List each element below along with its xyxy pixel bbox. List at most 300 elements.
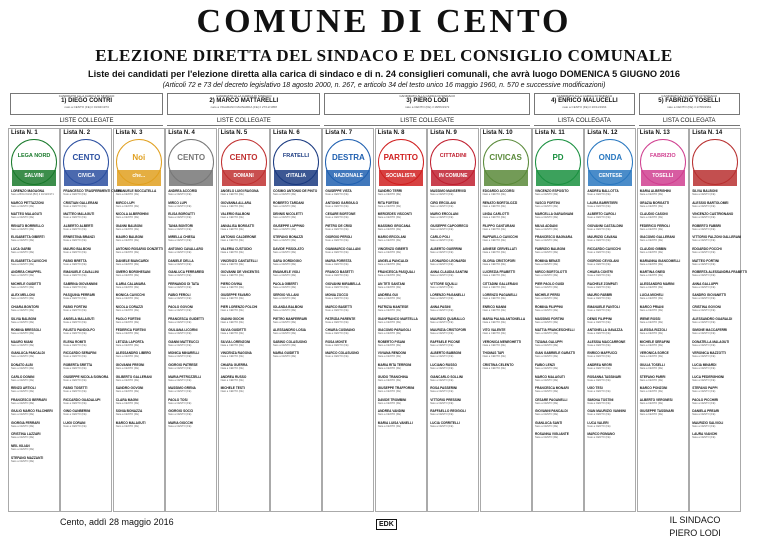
candidate-name: GIANLUCA SANTI <box>535 420 563 425</box>
candidate-name: CIRO ERCOLANI <box>430 200 456 205</box>
candidate-entry <box>11 259 57 271</box>
candidate-birth: Nata a CENTO (FE) <box>430 274 454 278</box>
candidate-name: VERONICA SORCE <box>639 351 669 356</box>
candidate-name: VITO VALENTE <box>482 328 506 333</box>
candidate-name: RICCARDO SERAFINI <box>63 351 97 356</box>
candidate-entry <box>640 340 686 352</box>
candidate-birth: Nato a CENTO (FE) <box>325 285 349 289</box>
candidate-entry <box>11 189 57 201</box>
candidate-birth: Nato a CENTO (FE) <box>692 401 716 405</box>
candidate-entry <box>116 317 162 329</box>
candidate-entry <box>168 421 214 433</box>
candidate-name: SILVIA BALBONI <box>692 189 718 193</box>
list-symbol <box>430 139 476 185</box>
candidate-entry <box>535 212 581 224</box>
candidate-birth: Nato a CENTO (FE) <box>587 320 611 324</box>
candidate-entry <box>587 398 633 410</box>
candidate-name: FRANCESCO BAGNARA <box>535 235 573 240</box>
candidate-name: GIUSEPPE TASSINARI <box>639 409 674 414</box>
candidate-birth: Nato a CENTO (FE) <box>482 227 506 231</box>
candidate-entry <box>273 201 319 213</box>
candidate-name: MARCELLA GARAGNANI <box>535 212 574 217</box>
candidate-name: SANDRO TERRI <box>377 189 403 193</box>
candidate-name: MAURO BALBONI <box>63 246 91 251</box>
candidate-name: VITTORIO PRESSINI <box>430 397 461 402</box>
candidate-list <box>114 189 164 432</box>
candidate-name: ANTONIO CALDERONE <box>220 235 257 240</box>
candidate-birth: Nato a CENTO (FE) <box>377 413 401 417</box>
candidate-birth: Nato a CENTO (FE) <box>63 262 87 266</box>
candidate-entry <box>587 224 633 236</box>
candidate-entry <box>430 270 476 282</box>
candidate-name: LUCA VALERI <box>587 420 609 425</box>
candidate-entry <box>168 212 214 224</box>
candidate-birth: Nata a CENTO (FE) <box>535 262 559 266</box>
candidate-entry <box>116 189 162 201</box>
candidate-name: IRENE ROSSI <box>639 316 661 321</box>
candidate-birth: Nata a CENTO (FE) <box>535 308 559 312</box>
candidate-entry <box>692 293 738 305</box>
list-column <box>689 128 748 512</box>
candidate-birth: Nata a CENTO (FE) <box>377 308 401 312</box>
candidate-birth: Nato a CENTO (FE) <box>63 378 87 382</box>
candidate-name: PATRIZIA MANTESE <box>377 304 409 309</box>
candidate-entry <box>535 409 581 421</box>
candidate-name: FRANCESCO BERRARI <box>11 397 47 402</box>
candidate-birth: Nato a CENTO (FE) <box>482 355 506 359</box>
candidate-birth: Nata a CENTO (FE) <box>168 424 192 428</box>
candidate-entry <box>483 351 529 363</box>
candidate-birth: Nato a CENTO (FE) <box>639 401 663 405</box>
candidate-entry <box>587 247 633 259</box>
candidate-name: ANDREA BALLOTTA <box>587 189 619 193</box>
candidate-name: GIUSEPPE TRAFFORINI <box>377 386 415 391</box>
candidate-entry <box>640 212 686 224</box>
candidate-birth: Nato a CENTO (FE) <box>168 193 192 196</box>
candidate-entry <box>640 189 686 201</box>
candidate-birth: Nata a CENTO (FE) <box>482 262 506 266</box>
candidate-birth: Nata a CENTO (FE) <box>692 285 716 289</box>
candidate-entry <box>63 398 109 410</box>
candidate-entry <box>11 398 57 410</box>
mayor-candidate-box <box>10 93 163 115</box>
candidate-birth: Nata a CENTO (FE) <box>377 204 401 208</box>
candidate-name: MICHELE GUIDETTI <box>11 281 42 286</box>
candidate-name: MAURIZIO QUARALLO <box>430 316 465 321</box>
candidate-birth: Nata a CENTO (FE) <box>692 308 716 312</box>
candidate-entry <box>535 398 581 410</box>
candidate-birth: Nato a CENTO (FE) <box>430 413 454 417</box>
candidate-entry <box>221 328 267 340</box>
candidate-entry <box>168 235 214 247</box>
candidate-name: MAURO MIANI <box>11 339 33 344</box>
candidate-birth: Nato a CENTO (FE) <box>220 297 244 301</box>
candidate-name: GIULIANA LICORNI <box>168 328 198 333</box>
candidate-birth: Nata a CENTO (FE) <box>377 424 401 428</box>
mayor-candidate-box <box>639 93 740 115</box>
candidate-entry <box>273 305 319 317</box>
candidate-name: FRANCO BASETTI <box>325 270 354 275</box>
candidate-entry <box>587 235 633 247</box>
candidate-birth: Nata a CENTO (FE) <box>692 355 716 359</box>
candidate-name: MARCO MALAGUTI <box>535 374 565 379</box>
candidate-name: ILARIA CALAMARA <box>115 281 146 286</box>
candidate-entry <box>430 305 476 317</box>
candidate-name: GUIDO TRANCHINA <box>377 374 409 379</box>
candidate-entry <box>640 386 686 398</box>
candidate-birth: Nato a CENTO (FE) <box>639 227 663 231</box>
candidate-birth: Nato a CENTO (FE) <box>63 413 87 417</box>
candidate-birth: Nato a CENTO (FE) <box>430 343 454 347</box>
candidate-name: DANIELE DELLA <box>168 258 194 263</box>
candidate-name: NEIL KILIAN <box>11 444 30 449</box>
candidate-entry <box>640 270 686 282</box>
candidate-name: EMANUELE CAVALLINI <box>63 270 99 275</box>
candidate-birth: Nato a CENTO (FE) <box>115 355 139 359</box>
candidate-name: SIMONA TOSTINI <box>587 397 614 402</box>
candidate-birth: Nato a CENTO (FE) <box>430 355 454 359</box>
candidate-name: MARIANNA GIANCOMELLI <box>639 258 681 263</box>
list-column <box>8 128 60 512</box>
list-title: Lista N. 3 <box>115 130 143 136</box>
candidate-entry <box>430 363 476 375</box>
candidate-entry <box>116 375 162 387</box>
candidate-birth: Nato a CENTO (FE) <box>482 285 506 289</box>
candidate-birth: Nata a CENTO (FE) <box>168 320 192 324</box>
candidate-name: ANDREA VANDINI <box>377 409 406 414</box>
candidate-entry <box>11 282 57 294</box>
candidate-birth: Nato a CENTO (FE) <box>587 250 611 254</box>
candidate-name: ROSA MONTE <box>325 339 347 344</box>
candidate-entry <box>692 247 738 259</box>
candidate-birth: Nata a CENTO (FE) <box>430 424 454 428</box>
candidate-birth: Nata a CENTO (FE) <box>482 366 506 370</box>
list-title: Lista N. 14 <box>692 130 723 136</box>
candidate-name: PIETRO MANFERRARI <box>273 316 308 321</box>
candidate-name: MARIO ERCOLANI <box>430 212 459 217</box>
candidate-birth: Nato a CENTO (FE) <box>587 227 611 231</box>
candidate-name: ROMINA BRESSOLI <box>11 328 41 333</box>
candidate-name: ALEX MELLONI <box>11 293 35 298</box>
candidate-birth: Nato a CENTO (FE) <box>325 308 349 312</box>
candidate-name: GIOVANNA ALLARA <box>220 200 252 205</box>
candidate-name: VINCENZA RAGONA <box>220 351 252 356</box>
candidate-birth: Nato a CENTO (FE) <box>325 355 349 359</box>
candidate-name: ROBERTO FABBRI <box>692 223 721 228</box>
candidate-entry <box>535 247 581 259</box>
candidate-entry <box>63 409 109 421</box>
candidate-entry <box>116 247 162 259</box>
candidate-birth: Nato a CENTO (FE) <box>115 193 139 196</box>
candidate-birth: Nato a CENTO (FE) <box>587 308 611 312</box>
candidate-name: ANDREA ACCORSI <box>168 189 198 193</box>
candidate-birth: Nata a CENTO (FE) <box>115 413 139 417</box>
candidate-birth: Nato a CENTO (FE) <box>115 216 139 220</box>
candidate-birth: Nata a CENTO (FE) <box>63 343 87 347</box>
candidate-entry <box>325 282 371 294</box>
candidate-entry <box>11 270 57 282</box>
candidate-name: MARIA ALBERGHINI <box>639 189 671 193</box>
candidate-entry <box>325 293 371 305</box>
candidate-name: RICCARDO CAVICCHI <box>587 246 621 251</box>
candidate-list <box>219 189 269 398</box>
candidate-entry <box>63 375 109 387</box>
candidate-entry <box>11 201 57 213</box>
candidate-name: ALBERTO VERONESI <box>639 397 673 402</box>
candidate-birth: Nato a CENTO (FE) <box>11 216 35 220</box>
candidate-name: MATTEO MALAGUTI <box>63 212 95 217</box>
candidate-birth: Nata a CENTO (FE) <box>168 378 192 382</box>
candidate-entry <box>325 351 371 363</box>
candidate-entry <box>483 317 529 329</box>
candidate-name: GIOVANNI MIRABELLA <box>325 281 361 286</box>
list-title: Lista N. 6 <box>273 130 300 136</box>
candidate-birth: Nato a CENTO (FE) <box>377 297 401 301</box>
candidate-entry <box>483 293 529 305</box>
candidate-entry <box>325 328 371 340</box>
candidate-name: CITTADINI GALLERANI <box>482 281 518 286</box>
candidate-name: AGNESE CERVELLATI <box>482 246 517 251</box>
candidate-name: EMANUELE BOCCATELLA <box>115 189 157 193</box>
candidate-entry <box>11 363 57 375</box>
candidate-name: LUCIA MICHELI <box>639 293 664 298</box>
candidate-name: PIER LORENZO FOLCHI <box>220 304 258 309</box>
candidate-name: CLAUDIO GIBBIN <box>639 246 667 251</box>
candidate-birth: Nata a CENTO (FE) <box>377 366 401 370</box>
candidate-entry <box>640 317 686 329</box>
candidate-name: STEFANO BONAZZI <box>273 235 304 240</box>
candidate-entry <box>273 247 319 259</box>
candidate-birth: Nato a CENTO (FE) <box>11 204 35 208</box>
candidate-entry <box>116 363 162 375</box>
candidate-birth: Nata a CENTO (FE) <box>325 332 349 336</box>
candidate-name: DONATO ALBI <box>11 362 33 367</box>
candidate-entry <box>587 351 633 363</box>
candidate-entry <box>640 201 686 213</box>
list-symbol-subtext: NAZIONALE <box>333 173 363 179</box>
candidate-birth: Nata a CENTO (FE) <box>220 366 244 370</box>
candidate-name: GIULIO MARCO FALCHIERI <box>11 409 53 414</box>
candidate-name: VERONICA MAZZOTTI <box>692 351 726 356</box>
candidate-birth: Nato a CENTO (FE) <box>115 424 139 428</box>
candidate-birth: Nato a CENTO (FE) <box>535 297 559 301</box>
candidate-name: ANTONIO GARGIULO <box>325 200 359 205</box>
candidate-entry <box>325 189 371 201</box>
candidate-entry <box>430 409 476 421</box>
candidate-entry <box>640 247 686 259</box>
candidate-birth: Nato a CENTO (FE) <box>63 424 87 428</box>
candidate-name: LUCA GARBI <box>11 246 31 251</box>
candidate-name: VALERIA CUSTODIO <box>220 246 252 251</box>
candidate-birth: Nato a CENTO (FE) <box>168 366 192 370</box>
candidate-name: MAURO FABBRI <box>587 293 613 298</box>
candidate-birth: Nata a CENTO (FE) <box>692 413 716 417</box>
candidate-birth: Nato a CENTO (FE) <box>535 250 559 254</box>
candidate-birth: Nata a CENTO (FE) <box>168 227 192 231</box>
list-symbol <box>168 139 214 185</box>
candidate-name: FRANCESCO TRASFERIMENTI CARPI <box>63 189 122 193</box>
candidate-entry <box>221 317 267 329</box>
candidate-birth: Nato a CENTO (FE) <box>535 320 559 324</box>
candidate-name: SABINO COLASUONO <box>273 339 308 344</box>
candidate-entry <box>168 317 214 329</box>
list-symbol <box>640 139 686 185</box>
mayor-candidate-box <box>167 93 320 115</box>
candidate-entry <box>640 363 686 375</box>
candidate-birth: Nata a CENTO (FE) <box>220 204 244 208</box>
candidate-entry <box>168 293 214 305</box>
candidate-name: GILBERTO GALLERANI <box>115 374 152 379</box>
candidate-entry <box>692 421 738 433</box>
mayor-name: 5) FABRIZIO TOSELLI <box>658 98 721 104</box>
candidate-name: DANIELE BIANCARDI <box>115 258 149 263</box>
candidate-birth: Nata a CENTO (FE) <box>11 436 35 440</box>
candidate-name: PAOLA GIBERTI <box>273 281 298 286</box>
candidate-entry <box>63 340 109 352</box>
candidate-entry <box>378 305 424 317</box>
candidate-birth: Nato a CENTO (FE) <box>11 355 35 359</box>
candidate-birth: Nato a CENTO (FE) <box>692 262 716 266</box>
candidate-entry <box>378 259 424 271</box>
candidate-entry <box>273 293 319 305</box>
candidate-list <box>61 189 122 432</box>
candidate-birth: Nata a CENTO (FE) <box>535 216 559 220</box>
candidate-birth: Nata a CENTO (FE) <box>168 239 192 243</box>
candidate-name: FABIO BRETTA <box>63 258 87 263</box>
candidate-name: FABRIZIO BALBONI <box>535 246 566 251</box>
list-symbol-subtext: SALVINI <box>24 173 44 179</box>
candidate-entry <box>221 375 267 387</box>
candidate-name: FABIO LENZI <box>535 362 555 367</box>
candidate-name: LAURA VIANCHI <box>692 432 718 437</box>
candidate-entry <box>325 235 371 247</box>
candidate-birth: Nato a CENTO (FE) <box>587 193 611 196</box>
candidate-entry <box>11 235 57 247</box>
candidate-birth: Nata a CENTO (FE) <box>273 285 297 289</box>
candidate-birth: Nato a CENTO (FE) <box>587 424 611 428</box>
candidate-birth: Nato a CENTO (FE) <box>692 320 716 324</box>
candidate-entry <box>692 432 738 444</box>
list-title: Lista N. 1 <box>11 130 38 136</box>
candidate-name: LUIGI CORANI <box>63 420 86 425</box>
candidate-entry <box>483 340 529 352</box>
candidate-entry <box>273 351 319 363</box>
candidate-entry <box>535 432 581 444</box>
candidate-name: MIRCO LUPI <box>168 200 187 205</box>
candidate-name: LETIZIA LAPORTA <box>115 339 144 344</box>
candidate-name: ANGELA PANCALDI <box>377 258 409 263</box>
candidate-name: CHIARA CONTRI <box>587 270 613 275</box>
candidate-name: GIOVANNI PANCALDI <box>535 409 568 414</box>
candidate-birth: Nato a CENTO (FE) <box>168 297 192 301</box>
candidate-name: MICHELE TESTI <box>220 386 245 391</box>
candidate-birth: Nato a CENTO (FE) <box>11 366 35 370</box>
candidate-name: RENATO BORTOLOZZI <box>482 200 518 205</box>
candidate-entry <box>430 328 476 340</box>
candidate-birth: Nato a CENTO (FE) <box>11 448 35 452</box>
mayor-name: 2) MARCO MATTARELLI <box>209 98 279 104</box>
candidate-birth: Nata a CENTO (FE) <box>430 390 454 394</box>
candidate-entry <box>483 201 529 213</box>
candidate-birth: Nato a CENTO (FE) <box>587 297 611 301</box>
candidate-entry <box>692 224 738 236</box>
candidate-birth: Nato a CENTO (FE) <box>168 401 192 405</box>
candidate-entry <box>221 305 267 317</box>
candidate-entry <box>168 386 214 398</box>
candidate-name: SABRINA GIOVANNINI <box>63 281 98 286</box>
candidate-name: MAURO BALBONI <box>115 235 144 240</box>
list-title: Lista N. 11 <box>535 130 565 136</box>
candidate-birth: Nato a CENTO (FE) <box>115 227 139 231</box>
candidate-entry <box>221 189 267 201</box>
candidate-name: PIERO DIVINA <box>220 281 243 286</box>
candidate-name: GIANLUCA FERRARESI <box>168 270 205 275</box>
candidate-entry <box>587 293 633 305</box>
candidate-birth: Nato a CENTO (FE) <box>325 204 349 208</box>
candidate-name: ROBERTA SRETTA <box>63 362 93 367</box>
candidate-birth: Nato a CENTO (FE) <box>430 239 454 243</box>
candidate-name: CRISTINA CELENTO <box>482 362 514 367</box>
candidate-name: GIOVANNI FREGNI <box>115 362 145 367</box>
candidate-name: CRISTIAN GALLERANI <box>63 200 98 205</box>
candidate-birth: Nato a CENTO (FE) <box>535 332 559 336</box>
list-symbol <box>587 139 633 185</box>
candidate-entry <box>11 224 57 236</box>
candidate-entry <box>430 235 476 247</box>
candidate-birth: Nato a CENTO (FE) <box>639 239 663 243</box>
candidate-entry <box>640 351 686 363</box>
candidate-entry <box>11 432 57 444</box>
candidate-name: MARIA RITA TERRONI <box>377 362 412 367</box>
candidate-name: SONIA BONAZZA <box>115 409 143 414</box>
mayor-caption: CANDIDATO ALLA CARICA DI SINDACO <box>58 94 115 98</box>
list-symbol <box>535 139 581 185</box>
candidate-birth: Nata a CENTO (FE) <box>11 308 35 312</box>
mayor-birth: nato a CENTO (FE) il 01/04/1973 <box>64 105 109 109</box>
candidate-name: ANDREA GUI <box>377 293 398 298</box>
candidate-name: DENIS FILIPPINI <box>587 316 613 321</box>
candidate-entry <box>168 259 214 271</box>
candidate-name: GIORGIO PATRESE <box>168 362 198 367</box>
candidate-name: PIER PAOLO GUIDI <box>535 281 565 286</box>
list-title: Lista N. 9 <box>430 130 457 136</box>
candidate-name: ALBERTO ALBERTI <box>63 223 94 228</box>
signer-role: IL SINDACO <box>669 515 721 525</box>
candidate-entry <box>116 328 162 340</box>
list-column <box>532 128 584 512</box>
candidate-entry <box>63 212 109 224</box>
candidate-birth: Nato a CENTO (FE) <box>325 239 349 243</box>
candidate-name: ALBERTO BABBONI <box>430 351 462 356</box>
candidate-entry <box>640 224 686 236</box>
candidate-birth: Nata a CENTO (FE) <box>692 193 716 196</box>
candidate-name: FABIO FORTINI <box>63 304 87 309</box>
candidate-birth: Nato a BOLOGNA (BO) il 10/12/1971 <box>11 193 54 196</box>
candidate-name: GIANNI MATTEUCCI <box>168 339 199 344</box>
candidate-entry <box>116 224 162 236</box>
candidate-birth: Nata a CENTO (FE) <box>587 378 611 382</box>
mayor-birth: nato a CENTO (FE) il 17/09/1961 <box>667 105 712 109</box>
candidate-birth: Nato a CENTO (FE) <box>377 378 401 382</box>
candidate-entry <box>640 375 686 387</box>
candidate-birth: Nato a CENTO (FE) <box>11 250 35 254</box>
candidate-name: GIOVANNI DE VINCENTIS <box>220 270 260 275</box>
candidate-entry <box>325 201 371 213</box>
candidate-name: VINCENZO ESPOSITO <box>535 189 569 193</box>
candidate-entry <box>430 282 476 294</box>
list-symbol <box>221 139 267 185</box>
candidate-birth: Nato a CENTO (FE) <box>273 193 297 196</box>
